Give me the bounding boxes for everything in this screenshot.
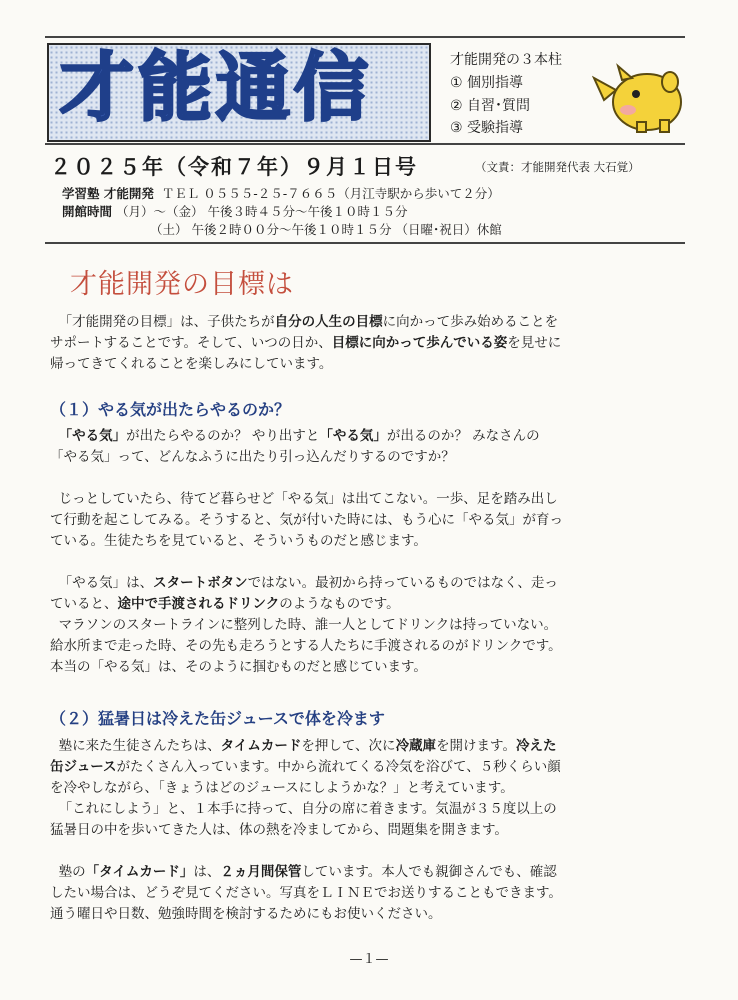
section1-body: 「やる気」が出たらやるのか？ やり出すと「やる気」が出るのか？ みなさんの 「やる気」って、どんなふうに出たり引っ込んだりするのですか？ じっとしていたら、待てど暮らせど「やる気」は出てこない。一歩、足を踏み出し て行動を起こしてみる。そうすると、気が付いた時には、もう心に「やる気」が育っ ている。生徒たちを見ていると、そういうものだと感じます。 「やる気」は、スタートボタンではない。最初から持っているものではなく、走っ ていると、途中で手渡されるドリンクのようなものです。 マラソンのスタートラインに整列した時、誰一人としてドリンクは持っていない。 給水所まで走った時、その先も走ろうとする人たちに手渡されるのがドリンクです。 本当の「やる気」は、そのように掴むものだと感じています。 bbox=[50, 428, 563, 675]
hours-weekday: （月）～（金） 午後３時４５分～午後１０時１５分 bbox=[116, 204, 408, 219]
section2-body: 塾に来た生徒さんたちは、タイムカードを押して、次に冷蔵庫を開けます。冷えた 缶ジュースがたくさん入っています。中から流れてくる冷気を浴びて、５秒くらい顔 を冷やしながら、「きょうはどのジュースにしようかな？」と考えています。 「これにしよう」と、１本手に持って、自分の席に着きます。気温が３５度以上の 猛暑日の中を歩いてきた人は、体の熱を冷ましてから、問題集を開きます。 塾の「タイムカード」は、２ヵ月間保管しています。本人でも親御さんでも、確認 したい場合は、どうぞ見てください。写真をＬＩＮＥでお送りすることもできます。 通う曜日や日数、勉強時間を検討するためにもお使いください。 bbox=[50, 738, 562, 922]
page-number: —１— bbox=[349, 952, 389, 967]
rhino-mascot-icon bbox=[592, 60, 692, 136]
issue-date: ２０２５年（令和７年）９月１日号 bbox=[50, 155, 418, 179]
rule bbox=[45, 242, 685, 244]
pillar-item: ③ 受験指導 bbox=[450, 120, 524, 136]
masthead-title: 才能通信 bbox=[60, 45, 372, 131]
headline: 才能開発の目標は bbox=[70, 269, 294, 300]
pillar-item: ① 個別指導 bbox=[450, 75, 524, 91]
hours-saturday: （土） 午後２時００分～午後１０時１５分 （日曜･祝日）休館 bbox=[150, 222, 502, 237]
pillars-title: 才能開発の３本柱 bbox=[450, 52, 562, 68]
pillar-item: ② 自習･質問 bbox=[450, 98, 531, 114]
editor-credit: （文責：才能開発代表 大石覚） bbox=[475, 160, 640, 174]
section-heading: （２）猛暑日は冷えた缶ジュースで体を冷ます bbox=[50, 709, 385, 728]
intro-paragraph: 「才能開発の目標」は、子供たちが自分の人生の目標に向かって歩み始めることを サポートすることです。そして、いつの日か、目標に向かって歩んでいる姿を見せに 帰ってきてくれることを楽しみにしています。 bbox=[50, 314, 562, 372]
rule bbox=[45, 143, 685, 145]
section-heading: （１）やる気が出たらやるのか？ bbox=[50, 400, 291, 419]
contact-line bbox=[62, 184, 500, 202]
hours-label: 開館時間 bbox=[62, 204, 113, 219]
phone: ＴＥＬ ０５５５-２５-７６６５（月江寺駅から歩いて２分） bbox=[161, 186, 500, 201]
school-name: 学習塾 才能開発 bbox=[62, 186, 154, 201]
hours-weekday-line bbox=[62, 202, 407, 220]
